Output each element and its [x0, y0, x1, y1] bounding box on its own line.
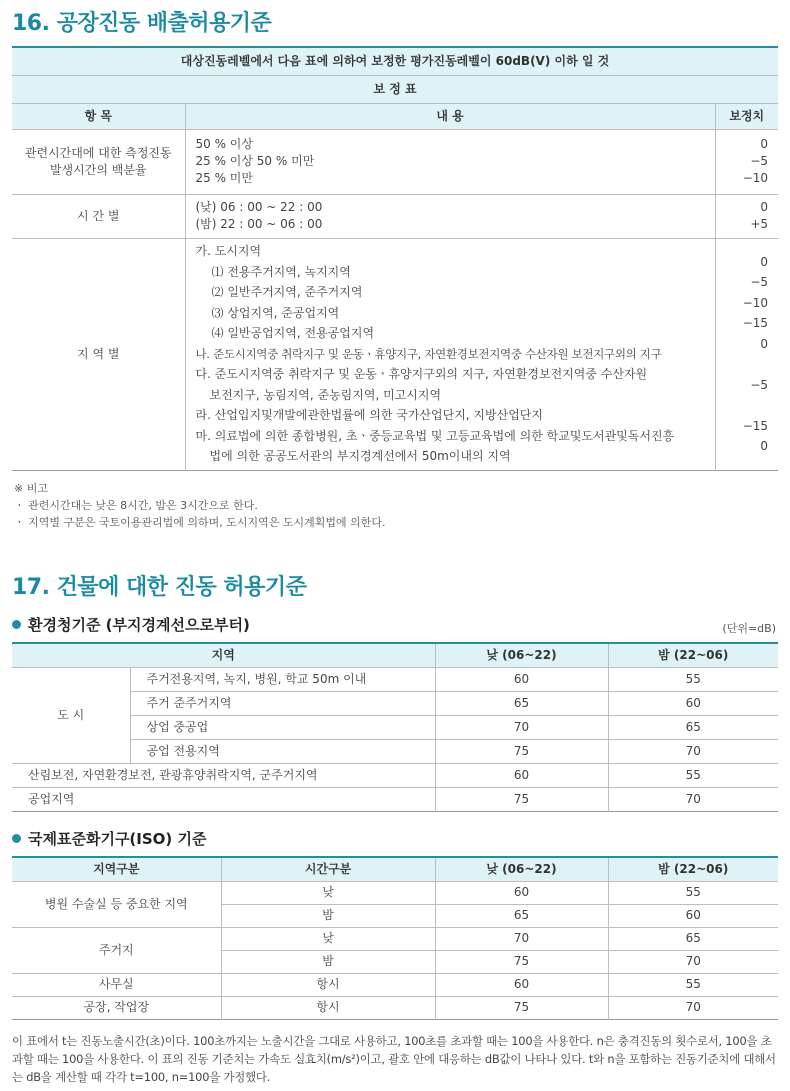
value: +5	[750, 217, 769, 231]
value: −10	[742, 171, 769, 185]
header-day: 낮 (06~22)	[435, 643, 608, 667]
value: 0	[760, 254, 769, 269]
day-cell: 60	[435, 667, 608, 691]
value: 0	[760, 336, 769, 351]
banner-text: 대상진동레벨에서 다음 표에 의하여 보정한 평가진동레벨이 60dB(V) 이하 일 것	[12, 47, 778, 75]
region-line: 나. 준도시지역중 취락지구 및 운동ㆍ휴양지구, 자연환경보전지역중 수산자원 보전지구외의 지구	[195, 346, 662, 361]
table-row	[12, 667, 778, 691]
row-item-line: 발생시간의 백분율	[49, 162, 147, 177]
table-title: 보 정 표	[12, 75, 778, 103]
value: −5	[750, 377, 769, 392]
header-item: 항 목	[12, 103, 185, 129]
area-cell: 상업 중공업	[130, 715, 435, 739]
iso-heading-text: 국제표준화기구(ISO) 기준	[28, 830, 207, 848]
row-item: 지 역 별	[77, 346, 120, 361]
section-16-title: 16. 공장진동 배출허용기준	[12, 11, 272, 36]
region-line: 다. 준도시지역중 취락지구 및 운동ㆍ휴양지구외의 지구, 자연환경보전지역중 수산자원	[195, 367, 648, 382]
region-line: ⑶ 상업지역, 준공업지역	[211, 305, 340, 320]
region-line: 법에 의한 공공도서관의 부지경계선에서 50m이내의 지역	[209, 449, 511, 464]
content-line: 25 % 미만	[195, 171, 253, 185]
group-label: 도 시	[12, 667, 130, 763]
night-cell: 60	[608, 691, 778, 715]
table-row	[12, 238, 778, 470]
time-cell: 낮	[221, 927, 435, 950]
content-line: (낮) 06 : 00 ~ 22 : 00	[195, 200, 323, 214]
content-line: (밤) 22 : 00 ~ 06 : 00	[195, 217, 323, 231]
day-cell: 65	[435, 904, 608, 927]
table-row	[12, 973, 778, 996]
header-row	[12, 103, 778, 129]
unit-label: (단위=dB)	[722, 622, 776, 635]
table-row	[12, 996, 778, 1019]
row-item	[12, 129, 185, 194]
night-cell: 55	[608, 667, 778, 691]
content-line: 25 % 이상 50 % 미만	[195, 154, 315, 168]
row-content	[185, 194, 715, 238]
region-line: 가. 도시지역	[195, 244, 262, 259]
footnote: 이 표에서 t는 진동노출시간(초)이다. 100초까지는 노출시간을 그대로 사용하고, 100초를 초과할 때는 100을 사용한다. n은 충격진동의 횟수로서, 100을 초과할 때는 100을 사용한다. 이 표의 진동 기준치는 가속도 실효치(m/s²)이고, 괄호 안에 대응하는 dB값이 나타나 있다. t와 n을 포함하는 진동기준치에 대해서는 dB을 계산할 때 각각 t=100, n=100을 가정했다.	[12, 1034, 776, 1084]
region-line: 보전지구, 농림지역, 준농림지역, 미고시지역	[209, 387, 442, 402]
value	[720, 354, 769, 375]
row-item-line: 관련시간대에 대한 측정진동	[24, 145, 172, 160]
value: −15	[742, 418, 769, 433]
content-line: 50 % 이상	[195, 137, 253, 151]
header-night: 밤 (22~06)	[608, 857, 778, 881]
day-cell: 65	[435, 691, 608, 715]
table-title-row	[12, 75, 778, 103]
header-row	[12, 643, 778, 667]
region-line: ⑷ 일반공업지역, 전용공업지역	[211, 326, 375, 341]
env-heading-text: 환경청기준 (부지경계선으로부터)	[28, 616, 250, 634]
table-row	[12, 787, 778, 811]
area-cell: 공업지역	[28, 791, 75, 806]
header-area: 지역구분	[12, 857, 221, 881]
notes	[14, 480, 386, 531]
value: −15	[742, 316, 769, 330]
day-cell: 60	[435, 973, 608, 996]
area-cell: 공장, 작업장	[83, 1000, 150, 1014]
night-cell: 70	[608, 996, 778, 1019]
day-cell: 75	[435, 787, 608, 811]
value: 0	[760, 439, 769, 453]
value: 0	[760, 200, 769, 214]
note-line: ㆍ 지역별 구분은 국토이용관리법에 의하며, 도시지역은 도시계획법에 의한다.	[14, 516, 386, 529]
night-cell: 55	[608, 763, 778, 787]
section-17-title: 17. 건물에 대한 진동 허용기준	[12, 575, 307, 600]
time-cell: 밤	[221, 904, 435, 927]
night-cell: 70	[608, 739, 778, 763]
night-cell: 65	[608, 715, 778, 739]
table-row	[12, 129, 778, 194]
area-cell: 주거지	[12, 927, 221, 973]
region-line: ⑵ 일반주거지역, 준주거지역	[211, 285, 363, 300]
bullet-icon	[12, 620, 21, 629]
env-table	[12, 642, 778, 812]
row-content	[185, 238, 715, 470]
env-heading	[12, 614, 250, 635]
table-row	[12, 881, 778, 904]
header-night: 밤 (22~06)	[608, 643, 778, 667]
bullet-icon	[12, 834, 21, 843]
note-line: ※ 비고	[14, 482, 48, 495]
night-cell: 70	[608, 950, 778, 973]
iso-table	[12, 856, 778, 1020]
day-cell: 75	[435, 739, 608, 763]
day-cell: 75	[435, 996, 608, 1019]
region-line: 라. 산업입지및개발에관한법률에 의한 국가산업단지, 지방산업단지	[195, 408, 543, 423]
night-cell: 70	[608, 787, 778, 811]
area-cell: 공업 전용지역	[130, 739, 435, 763]
night-cell: 55	[608, 881, 778, 904]
header-time: 시간구분	[221, 857, 435, 881]
note-line: ㆍ 관련시간대는 낮은 8시간, 밤은 3시간으로 한다.	[14, 499, 258, 512]
value: −5	[750, 275, 769, 289]
time-cell: 밤	[221, 950, 435, 973]
time-cell: 항시	[221, 996, 435, 1019]
night-cell: 60	[608, 904, 778, 927]
day-cell: 60	[435, 881, 608, 904]
area-cell: 주거 준주거지역	[130, 691, 435, 715]
day-cell: 60	[435, 763, 608, 787]
row-content	[185, 129, 715, 194]
area-cell: 병원 수술실 등 중요한 지역	[12, 881, 221, 927]
area-cell: 산림보전, 자연환경보전, 관광휴양취락지역, 군주거지역	[12, 763, 435, 787]
header-area: 지역	[12, 643, 435, 667]
banner-row	[12, 47, 778, 75]
correction-table	[12, 46, 778, 471]
time-cell: 낮	[221, 881, 435, 904]
value: −10	[742, 295, 769, 310]
value: −5	[750, 154, 769, 168]
row-values	[715, 238, 778, 470]
row-values	[715, 129, 778, 194]
area-cell: 사무실	[12, 973, 221, 996]
night-cell: 55	[608, 973, 778, 996]
row-values	[715, 194, 778, 238]
day-cell: 70	[435, 927, 608, 950]
table-row	[12, 763, 778, 787]
header-row	[12, 857, 778, 881]
time-cell: 항시	[221, 973, 435, 996]
header-content: 내 용	[185, 103, 715, 129]
table-row	[12, 194, 778, 238]
row-item: 시 간 별	[12, 194, 185, 238]
iso-heading	[12, 828, 206, 849]
region-line: 마. 의료법에 의한 종합병원, 초ㆍ중등교육법 및 고등교육법에 의한 학교및도서관및독서진흥	[195, 428, 675, 443]
day-cell: 70	[435, 715, 608, 739]
table-row	[12, 927, 778, 950]
region-line: ⑴ 전용주거지역, 녹지지역	[211, 264, 351, 279]
day-cell: 75	[435, 950, 608, 973]
value: 0	[760, 137, 769, 151]
area-cell: 주거전용지역, 녹지, 병원, 학교 50m 이내	[130, 667, 435, 691]
night-cell: 65	[608, 927, 778, 950]
value	[720, 395, 769, 416]
header-day: 낮 (06~22)	[435, 857, 608, 881]
header-value: 보정치	[715, 103, 778, 129]
